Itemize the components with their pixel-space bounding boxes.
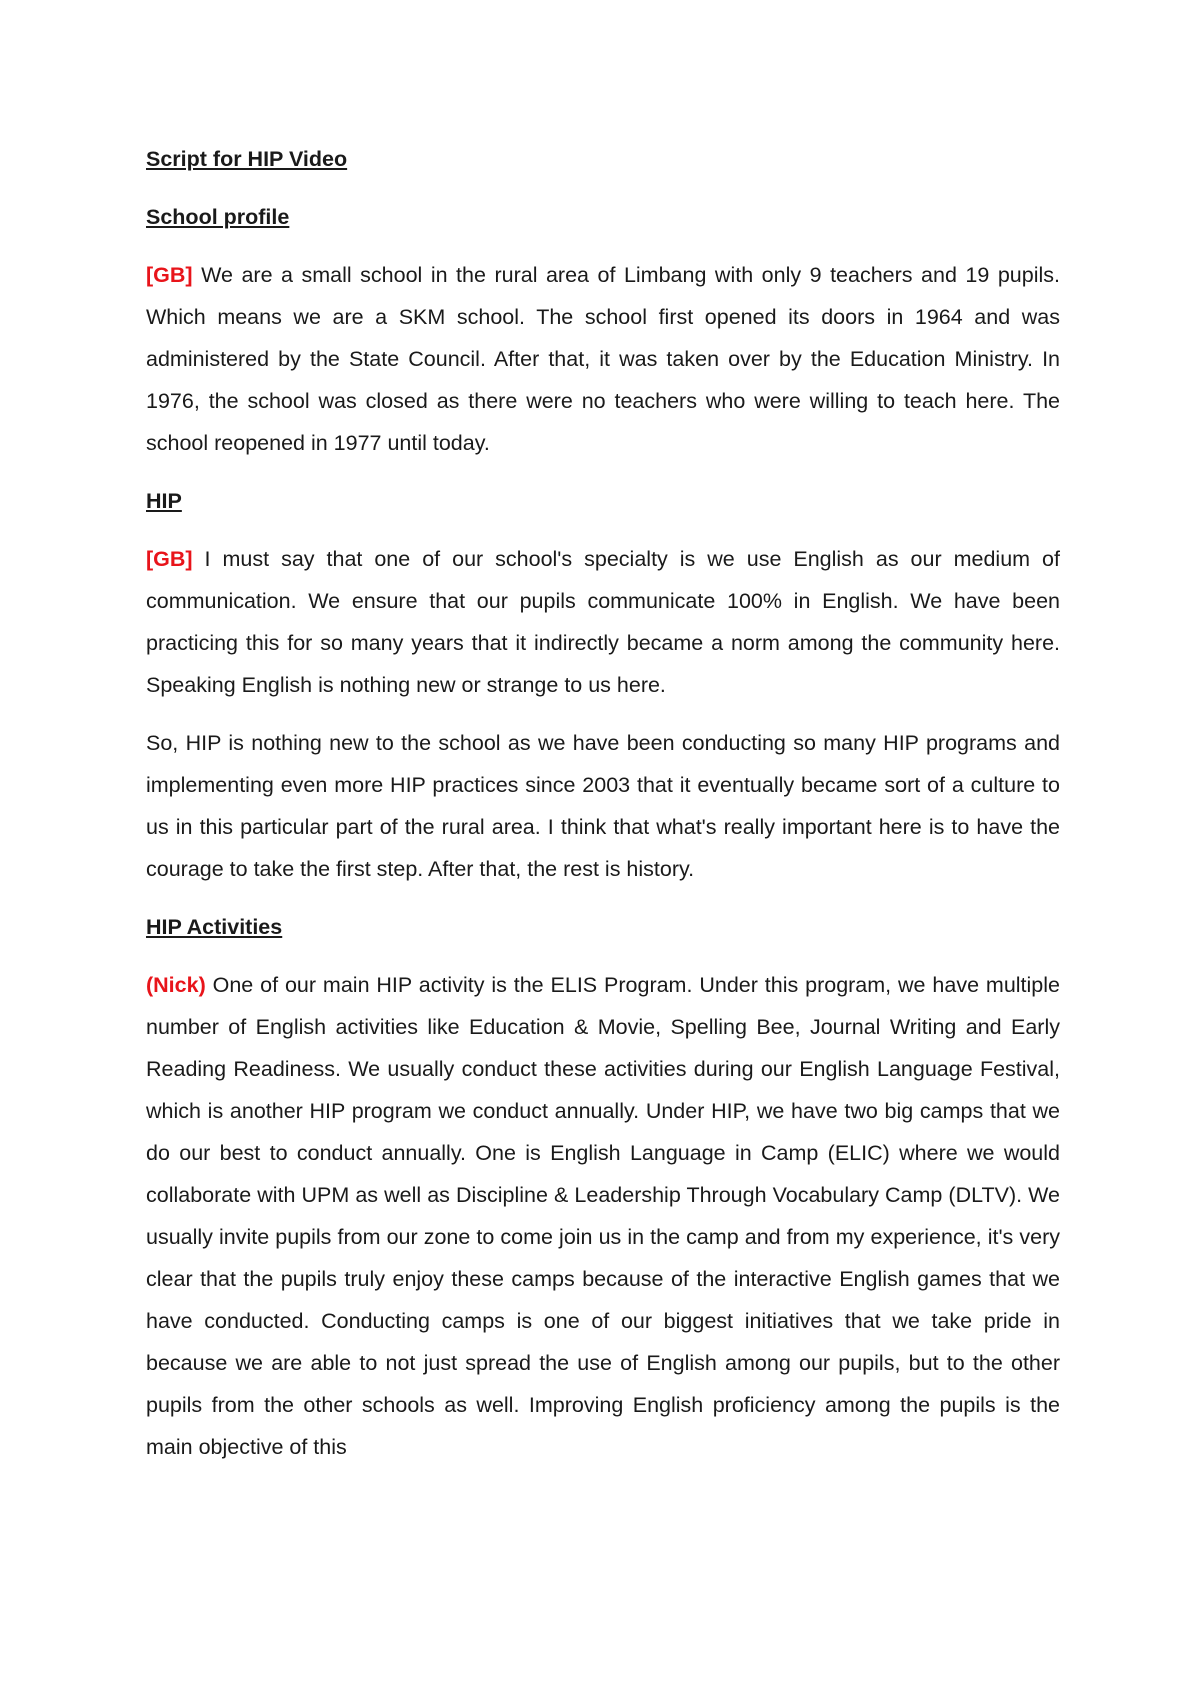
section-heading-hip-activities: HIP Activities xyxy=(146,915,283,939)
paragraph-text: I must say that one of our school's specialty is we use English as our medium of communication. We ensure that our pupils communicate 100% in English. We have been practicing this for so many years that it indirectly became a norm among the community here. Speaking English is nothing new or strange to us here. xyxy=(146,547,1060,697)
speaker-tag: (Nick) xyxy=(146,973,206,997)
speaker-tag: [GB] xyxy=(146,263,193,287)
section-heading-school-profile: School profile xyxy=(146,205,290,229)
paragraph-hip-2 xyxy=(146,722,1060,890)
document-title: Script for HIP Video xyxy=(146,147,348,171)
section-heading-hip: HIP xyxy=(146,489,182,513)
document-page xyxy=(146,138,1060,1484)
speaker-tag: [GB] xyxy=(146,547,193,571)
paragraph-text: We are a small school in the rural area of Limbang with only 9 teachers and 19 pupils. Which means we are a SKM school. The school first opened its doors in 1964 and was administered by the State Council. After that, it was taken over by the Education Ministry. In 1976, the school was closed as there were no teachers who were willing to teach here. The school reopened in 1977 until today. xyxy=(146,263,1060,455)
paragraph-hip-1 xyxy=(146,538,1060,706)
paragraph-text: So, HIP is nothing new to the school as we have been conducting so many HIP programs and implementing even more HIP practices since 2003 that it eventually became sort of a culture to us in this particular part of the rural area. I think that what's really important here is to have the courage to take the first step. After that, the rest is history. xyxy=(146,731,1060,881)
paragraph-school-profile xyxy=(146,254,1060,464)
paragraph-hip-activities xyxy=(146,964,1060,1468)
paragraph-text: One of our main HIP activity is the ELIS Program. Under this program, we have multiple number of English activities like Education & Movie, Spelling Bee, Journal Writing and Early Reading Readiness. We usually conduct these activities during our English Language Festival, which is another HIP program we conduct annually. Under HIP, we have two big camps that we do our best to conduct annually. One is English Language in Camp (ELIC) where we would collaborate with UPM as well as Discipline & Leadership Through Vocabulary Camp (DLTV). We usually invite pupils from our zone to come join us in the camp and from my experience, it's very clear that the pupils truly enjoy these camps because of the interactive English games that we have conducted. Conducting camps is one of our biggest initiatives that we take pride in because we are able to not just spread the use of English among our pupils, but to the other pupils from the other schools as well. Improving English proficiency among the pupils is the main objective of this xyxy=(146,973,1060,1459)
